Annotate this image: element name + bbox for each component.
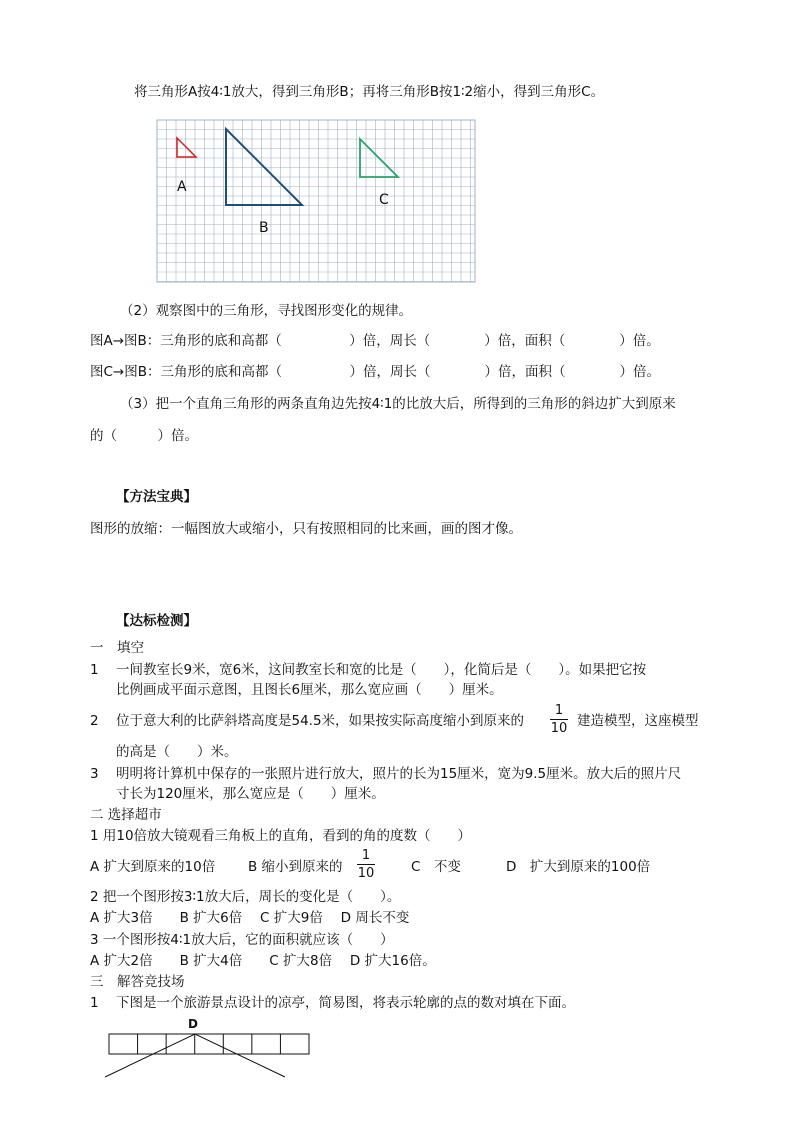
choice-q1: 1 用10倍放大镜观看三角板上的直角，看到的角的度数（ ） (90, 828, 472, 844)
choice-q1-option-d: D 扩大到原来的100倍 (506, 859, 651, 875)
fill-q1-line2: 比例画成平面示意图，且图长6厘米，那么宽应画（ ）厘米。 (116, 682, 503, 698)
label-b: B (259, 220, 269, 236)
fraction-numerator: 1 (361, 848, 371, 863)
choice-q1-option-a: A 扩大到原来的10倍 (90, 859, 216, 875)
choice-q1-fraction (357, 848, 375, 881)
fraction-denominator: 10 (550, 721, 568, 736)
choice-q1-option-b: B 缩小到原来的 (248, 859, 343, 875)
choice-q1-option-c: C 不变 (411, 859, 461, 875)
q2-title: （2）观察图中的三角形，寻找图形变化的规律。 (120, 303, 413, 319)
q3-line1: （3）把一个直角三角形的两条直角边先按4∶1的比放大后，所得到的三角形的斜边扩大到原来 (120, 396, 676, 412)
triangle-b (226, 129, 302, 205)
fill-q3-line1: 明明将计算机中保存的一张照片进行放大，照片的长为15厘米，宽为9.5厘米。放大后的照片尺 (116, 766, 682, 782)
section-answer: 三 解答竞技场 (90, 974, 185, 990)
fill-q2-fraction (550, 703, 568, 736)
fill-q3-number: 3 (90, 766, 99, 782)
fill-q2-number: 2 (90, 713, 99, 729)
fill-q2-line2: 的高是（ ）米。 (116, 744, 238, 760)
choice-q3-options: A 扩大2倍 B 扩大4倍 C 扩大8倍 D 扩大16倍。 (90, 953, 436, 969)
fill-q1-number: 1 (90, 662, 99, 678)
fill-q3-line2: 寸长为120厘米，那么宽应是（ ）厘米。 (116, 786, 385, 802)
choice-q3: 3 一个图形按4∶1放大后，它的面积就应该（ ） (90, 932, 394, 948)
fill-q2-line1-end: 建造模型，这座模型 (577, 713, 699, 729)
triangle-grid-figure (157, 120, 475, 282)
section-choice: 二 选择超市 (90, 807, 162, 823)
pavilion-sketch (105, 1030, 315, 1080)
answer-q1-number: 1 (90, 995, 99, 1011)
section-fill-blank: 一 填空 (90, 640, 144, 656)
triangle-a (177, 138, 196, 157)
method-heading: 【方法宝典】 (116, 489, 197, 505)
fraction-denominator: 10 (357, 866, 375, 881)
grid-lines (157, 120, 475, 282)
fill-q2-line1: 位于意大利的比萨斜塔高度是54.5米，如果按实际高度缩小到原来的 (116, 713, 525, 729)
label-c: C (379, 192, 389, 208)
q2-line2: 图C→图B：三角形的底和高都（ ）倍，周长（ ）倍，面积（ ）倍。 (90, 364, 660, 380)
pavilion-point-d: D (188, 1017, 198, 1031)
choice-q2-options: A 扩大3倍 B 扩大6倍 C 扩大9倍 D 周长不变 (90, 910, 410, 926)
method-text: 图形的放缩：一幅图放大或缩小，只有按照相同的比来画，画的图才像。 (90, 521, 522, 537)
label-a: A (177, 179, 187, 195)
check-heading: 【达标检测】 (116, 613, 197, 629)
intro-text: 将三角形A按4∶1放大，得到三角形B；再将三角形B按1∶2缩小，得到三角形C。 (134, 84, 605, 100)
choice-q2: 2 把一个图形按3∶1放大后，周长的变化是（ ）。 (90, 889, 401, 905)
fill-q1-line1: 一间教室长9米，宽6米，这间教室长和宽的比是（ ），化简后是（ ）。如果把它按 (116, 662, 647, 678)
q2-line1: 图A→图B：三角形的底和高都（ ）倍，周长（ ）倍，面积（ ）倍。 (90, 333, 660, 349)
q3-line2: 的（ ）倍。 (90, 428, 198, 444)
fraction-numerator: 1 (554, 703, 564, 718)
answer-q1-text: 下图是一个旅游景点设计的凉亭，简易图，将表示轮廓的点的数对填在下面。 (116, 995, 575, 1011)
